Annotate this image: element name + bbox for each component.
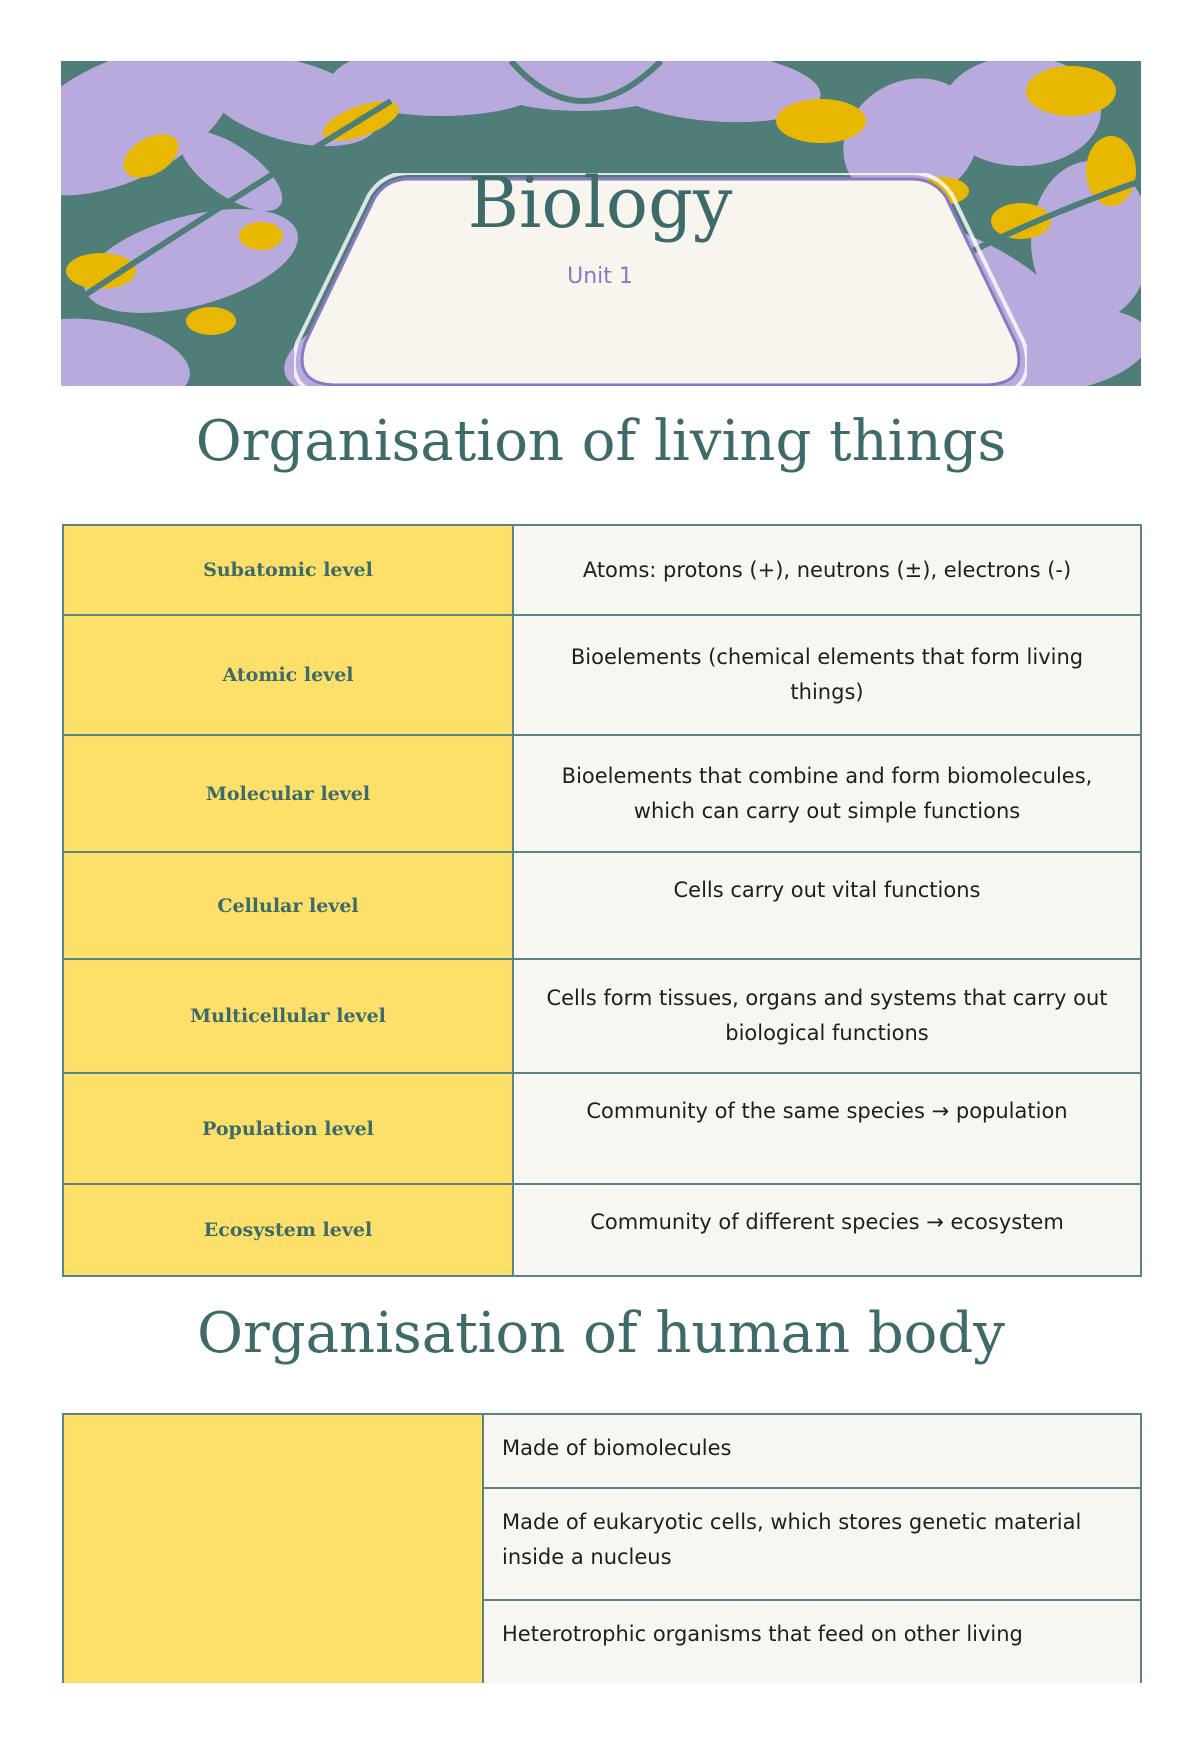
human-body-table <box>62 1413 1142 1721</box>
level-label: Subatomic level <box>63 525 513 615</box>
table-row <box>63 959 1141 1073</box>
level-description: Community of the same species → population <box>513 1073 1141 1184</box>
level-description: Cells form tissues, organs and systems that carry out biological functions <box>513 959 1141 1073</box>
table-row <box>63 615 1141 735</box>
page-subtitle: Unit 1 <box>567 264 633 289</box>
level-label: Multicellular level <box>63 959 513 1073</box>
table-row <box>63 735 1141 852</box>
level-description: Cells carry out vital functions <box>513 852 1141 959</box>
level-description: Atoms: protons (+), neutrons (±), electrons (-) <box>513 525 1141 615</box>
body-description: Heterotrophic organisms that feed on other living <box>483 1600 1141 1720</box>
table-row <box>63 1073 1141 1184</box>
living-things-table <box>62 524 1142 1277</box>
level-description: Bioelements that combine and form biomolecules, which can carry out simple functions <box>513 735 1141 852</box>
page-title: Biology <box>467 162 733 244</box>
section-heading-human-body: Organisation of human body <box>197 1301 1005 1366</box>
level-label: Population level <box>63 1073 513 1184</box>
level-label: Cellular level <box>63 852 513 959</box>
body-description: Made of biomolecules <box>483 1414 1141 1488</box>
level-label: Molecular level <box>63 735 513 852</box>
section-heading-living-things: Organisation of living things <box>195 409 1007 474</box>
level-description: Community of different species → ecosystem <box>513 1184 1141 1276</box>
table-row <box>63 1414 1141 1488</box>
table-row <box>63 1184 1141 1276</box>
level-description: Bioelements (chemical elements that form living things) <box>513 615 1141 735</box>
page-bottom-margin <box>62 1683 1142 1749</box>
table-row <box>63 525 1141 615</box>
empty-label-cell <box>63 1414 483 1720</box>
body-description: Made of eukaryotic cells, which stores genetic material inside a nucleus <box>483 1488 1141 1600</box>
level-label: Atomic level <box>63 615 513 735</box>
table-row <box>63 852 1141 959</box>
level-label: Ecosystem level <box>63 1184 513 1276</box>
